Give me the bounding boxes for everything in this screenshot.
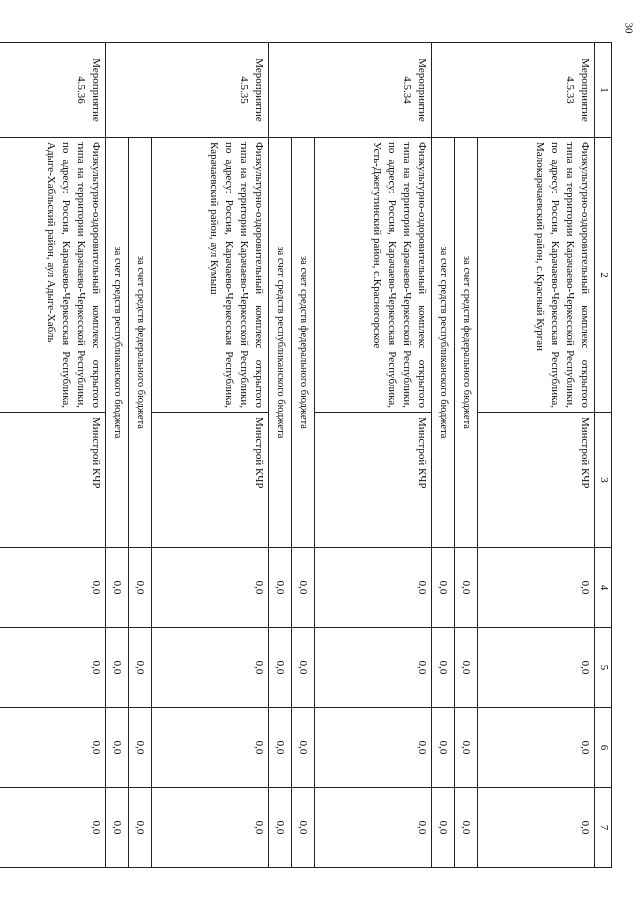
activity-number: Мероприятие 4.5.33 — [432, 43, 595, 138]
value-cell: 0,0 — [432, 708, 455, 788]
value-cell: 0,0 — [106, 708, 129, 788]
value-cell: 0,0 — [129, 788, 152, 868]
value-cell: 0,0 — [269, 548, 292, 628]
value-cell: 0,0 — [292, 548, 315, 628]
activity-number: Мероприятие 4.5.36 — [0, 43, 106, 138]
value-cell: 0,0 — [152, 708, 269, 788]
value-cell: 0,0 — [269, 708, 292, 788]
value-cell: 0,0 — [269, 788, 292, 868]
funding-source-label: за счет средств федерального бюджета — [129, 138, 152, 548]
page-number: 30 — [622, 22, 635, 34]
federal-budget-row — [455, 43, 478, 868]
federal-budget-row — [129, 43, 152, 868]
value-cell: 0,0 — [292, 628, 315, 708]
value-cell: 0,0 — [0, 708, 106, 788]
value-cell: 0,0 — [432, 548, 455, 628]
value-cell: 0,0 — [292, 708, 315, 788]
republic-budget-row — [269, 43, 292, 868]
rotated-page — [45, 42, 612, 867]
funding-source-label: за счет средств республиканского бюджета — [106, 138, 129, 548]
value-cell: 0,0 — [106, 628, 129, 708]
value-cell: 0,0 — [315, 548, 432, 628]
value-cell: 0,0 — [152, 628, 269, 708]
column-header: 7 — [595, 788, 612, 868]
column-header: 5 — [595, 628, 612, 708]
executor: Минстрой КЧР — [0, 413, 106, 548]
value-cell: 0,0 — [315, 628, 432, 708]
value-cell: 0,0 — [0, 788, 106, 868]
value-cell: 0,0 — [129, 708, 152, 788]
column-header: 2 — [595, 138, 612, 413]
funding-source-label: за счет средств федерального бюджета — [292, 138, 315, 548]
value-cell: 0,0 — [152, 548, 269, 628]
value-cell: 0,0 — [478, 548, 595, 628]
activity-description: Физкультурно-оздоровительный комплекс открытого типа на территории Карачаево-Черкесской Республики, по адресу: Россия, Карачаево-Черкесская Республика, Карачаевский район, аул Кумыш — [152, 138, 269, 413]
column-header: 1 — [595, 43, 612, 138]
value-cell: 0,0 — [455, 788, 478, 868]
value-cell: 0,0 — [292, 788, 315, 868]
value-cell: 0,0 — [106, 548, 129, 628]
column-header: 4 — [595, 548, 612, 628]
activity-number: Мероприятие 4.5.34 — [269, 43, 432, 138]
activity-row — [0, 43, 106, 868]
funding-source-label: за счет средств федерального бюджета — [455, 138, 478, 548]
value-cell: 0,0 — [478, 708, 595, 788]
header-row — [595, 43, 612, 868]
value-cell: 0,0 — [0, 548, 106, 628]
value-cell: 0,0 — [455, 548, 478, 628]
value-cell: 0,0 — [478, 788, 595, 868]
value-cell: 0,0 — [315, 788, 432, 868]
value-cell: 0,0 — [455, 708, 478, 788]
activity-description: Физкультурно-оздоровительный комплекс открытого типа на территории Карачаево-Черкесской Республики, по адресу: Россия, Карачаево-Черкесская Республика, Усть-Джегутинский район, с.Красногорское — [315, 138, 432, 413]
value-cell: 0,0 — [478, 628, 595, 708]
value-cell: 0,0 — [129, 548, 152, 628]
activity-row — [478, 43, 595, 868]
column-header: 3 — [595, 413, 612, 548]
executor: Минстрой КЧР — [478, 413, 595, 548]
executor: Минстрой КЧР — [152, 413, 269, 548]
activity-row — [152, 43, 269, 868]
value-cell: 0,0 — [432, 788, 455, 868]
activity-number: Мероприятие 4.5.35 — [106, 43, 269, 138]
value-cell: 0,0 — [152, 788, 269, 868]
value-cell: 0,0 — [455, 628, 478, 708]
value-cell: 0,0 — [315, 708, 432, 788]
federal-budget-row — [292, 43, 315, 868]
funding-source-label: за счет средств республиканского бюджета — [269, 138, 292, 548]
value-cell: 0,0 — [269, 628, 292, 708]
value-cell: 0,0 — [0, 628, 106, 708]
activity-row — [315, 43, 432, 868]
value-cell: 0,0 — [432, 628, 455, 708]
republic-budget-row — [106, 43, 129, 868]
value-cell: 0,0 — [129, 628, 152, 708]
executor: Минстрой КЧР — [315, 413, 432, 548]
republic-budget-row — [432, 43, 455, 868]
funding-source-label: за счет средств республиканского бюджета — [432, 138, 455, 548]
value-cell: 0,0 — [106, 788, 129, 868]
activity-description: Физкультурно-оздоровительный комплекс открытого типа на территории Карачаево-Черкесской Республики, по адресу: Россия, Карачаево-Черкесская Республика, Адыге-Хабльский район, аул Адыге-Хабль — [0, 138, 106, 413]
program-table — [0, 42, 612, 868]
activity-description: Физкультурно-оздоровительный комплекс открытого типа на территории Карачаево-Черкесской Республики, по адресу: Россия, Карачаево-Черкесская Республика, Малокарачаевский район, с.Красный Курган — [478, 138, 595, 413]
column-header: 6 — [595, 708, 612, 788]
